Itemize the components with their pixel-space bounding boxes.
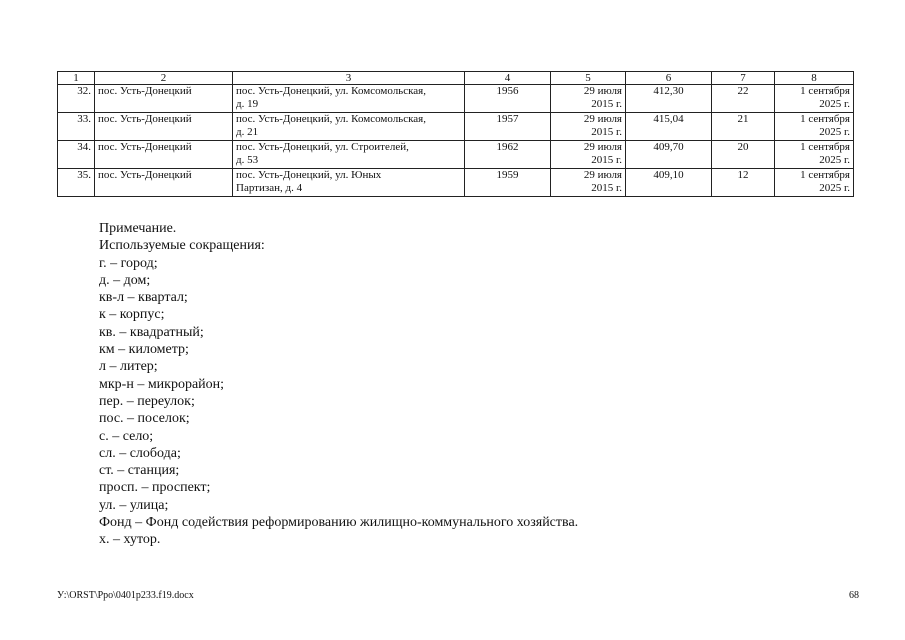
column-number-header: 6 — [626, 72, 712, 85]
address-cell — [233, 169, 465, 197]
table-row — [58, 169, 854, 197]
note-line: с. – село; — [99, 428, 154, 444]
table-row — [58, 113, 854, 141]
column-number-header: 2 — [95, 72, 233, 85]
deadline-cell — [775, 85, 854, 113]
column-number-header: 7 — [712, 72, 775, 85]
date-cell — [551, 85, 626, 113]
notes-title: Примечание. — [99, 221, 177, 236]
address-line: пос. Усть-Донецкий, ул. Комсомольская, — [236, 85, 426, 97]
deadline-line: 2025 г. — [819, 182, 850, 194]
column-number-header: 4 — [465, 72, 551, 85]
count-cell: 12 — [712, 169, 775, 197]
settlement-cell: пос. Усть-Донецкий — [95, 169, 233, 197]
note-line: ст. – станция; — [99, 463, 180, 479]
area-cell: 412,30 — [626, 85, 712, 113]
deadline-cell — [775, 169, 854, 197]
address-line: пос. Усть-Донецкий, ул. Комсомольская, — [236, 113, 426, 125]
note-line: х. – хутор. — [99, 532, 161, 548]
row-number-cell: 34. — [58, 141, 95, 169]
deadline-line: 1 сентября — [800, 141, 850, 153]
note-line: кв. – квадратный; — [99, 324, 204, 340]
date-cell — [551, 169, 626, 197]
note-line: кв-л – квартал; — [99, 290, 188, 306]
date-cell — [551, 141, 626, 169]
note-line: пос. – поселок; — [99, 411, 190, 427]
note-line: просп. – проспект; — [99, 480, 211, 496]
date-line: 2015 г. — [591, 182, 622, 194]
address-line: д. 19 — [236, 98, 259, 110]
note-line: л – литер; — [99, 359, 158, 375]
settlement-cell: пос. Усть-Донецкий — [95, 141, 233, 169]
count-cell: 20 — [712, 141, 775, 169]
address-line: пос. Усть-Донецкий, ул. Юных — [236, 169, 382, 181]
table-row — [58, 85, 854, 113]
date-cell — [551, 113, 626, 141]
deadline-line: 2025 г. — [819, 98, 850, 110]
address-line: д. 21 — [236, 126, 259, 138]
note-line: ул. – улица; — [99, 497, 169, 513]
row-number-cell: 32. — [58, 85, 95, 113]
row-number-cell: 33. — [58, 113, 95, 141]
housing-table — [57, 71, 854, 197]
column-number-header: 5 — [551, 72, 626, 85]
date-line: 29 июля — [583, 85, 622, 97]
area-cell: 415,04 — [626, 113, 712, 141]
date-line: 29 июля — [583, 169, 622, 181]
note-line: сл. – слобода; — [99, 445, 181, 461]
settlement-cell: пос. Усть-Донецкий — [95, 113, 233, 141]
column-number-header: 8 — [775, 72, 854, 85]
note-line: к – корпус; — [99, 307, 165, 323]
year-cell: 1956 — [465, 85, 551, 113]
deadline-line: 1 сентября — [800, 113, 850, 125]
address-cell — [233, 85, 465, 113]
date-line: 29 июля — [583, 113, 622, 125]
page-number: 68 — [849, 590, 859, 601]
row-number-cell: 35. — [58, 169, 95, 197]
table-row — [58, 141, 854, 169]
deadline-cell — [775, 141, 854, 169]
year-cell: 1962 — [465, 141, 551, 169]
note-line: д. – дом; — [99, 272, 151, 288]
note-line: Используемые сокращения: — [99, 238, 265, 254]
address-line: д. 53 — [236, 154, 259, 166]
column-number-header: 3 — [233, 72, 465, 85]
table-header-row — [58, 72, 854, 85]
note-line: км – километр; — [99, 342, 189, 358]
settlement-cell: пос. Усть-Донецкий — [95, 85, 233, 113]
date-line: 2015 г. — [591, 98, 622, 110]
notes-section — [99, 220, 578, 549]
deadline-line: 2025 г. — [819, 126, 850, 138]
column-number-header: 1 — [58, 72, 95, 85]
note-line: Фонд – Фонд содействия реформированию жилищно-коммунального хозяйства. — [99, 515, 579, 531]
area-cell: 409,70 — [626, 141, 712, 169]
footer-file-path: У:\ORST\Ppo\0401p233.f19.docx — [57, 590, 194, 601]
count-cell: 21 — [712, 113, 775, 141]
note-line: г. – город; — [99, 255, 158, 271]
address-cell — [233, 141, 465, 169]
year-cell: 1959 — [465, 169, 551, 197]
address-cell — [233, 113, 465, 141]
deadline-line: 1 сентября — [800, 169, 850, 181]
year-cell: 1957 — [465, 113, 551, 141]
note-line: пер. – переулок; — [99, 393, 195, 409]
deadline-line: 2025 г. — [819, 154, 850, 166]
date-line: 2015 г. — [591, 126, 622, 138]
note-line: мкр-н – микрорайон; — [99, 376, 225, 392]
date-line: 29 июля — [583, 141, 622, 153]
deadline-line: 1 сентября — [800, 85, 850, 97]
area-cell: 409,10 — [626, 169, 712, 197]
count-cell: 22 — [712, 85, 775, 113]
address-line: Партизан, д. 4 — [236, 182, 303, 194]
address-line: пос. Усть-Донецкий, ул. Строителей, — [236, 141, 409, 153]
date-line: 2015 г. — [591, 154, 622, 166]
deadline-cell — [775, 113, 854, 141]
